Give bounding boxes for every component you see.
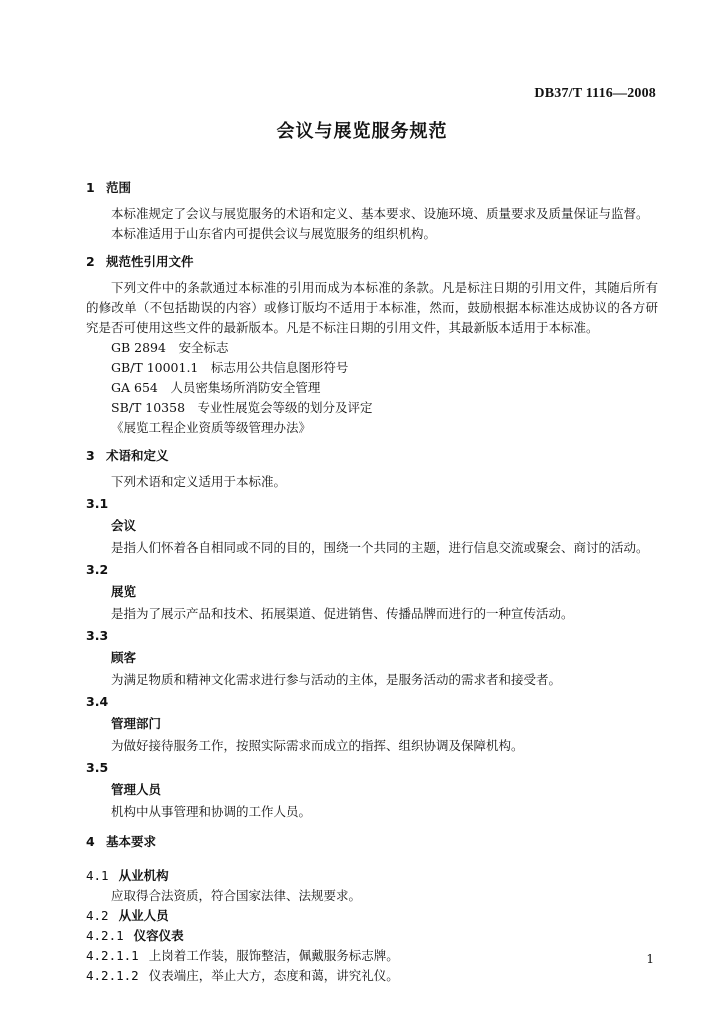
reference-item: GA 654 人员密集场所消防安全管理 [111, 380, 321, 395]
subsubsection-heading [86, 926, 658, 946]
section-number: 3 [86, 448, 95, 463]
document-body [86, 178, 658, 986]
paragraph: 应取得合法资质，符合国家法律、法规要求。 [111, 888, 362, 903]
term-name: 管理部门 [111, 716, 162, 731]
clause-item [86, 946, 658, 966]
section-number: 1 [86, 180, 95, 195]
section-heading-4 [86, 832, 658, 852]
term-number: 3.1 [86, 496, 109, 511]
reference-item: 《展览工程企业资质等级管理办法》 [111, 420, 312, 435]
clause-text: 仪表端庄，举止大方，态度和蔼，讲究礼仪。 [148, 968, 399, 983]
clause-text: 上岗着工作装，服饰整洁，佩戴服务标志牌。 [148, 948, 399, 963]
term-name: 展览 [111, 584, 137, 599]
section-heading-2 [86, 252, 658, 272]
subsection-heading [86, 906, 658, 926]
term-definition: 为做好接待服务工作，按照实际需求而成立的指挥、组织协调及保障机构。 [111, 738, 524, 753]
subsection-title: 从业人员 [118, 908, 169, 923]
section-title: 规范性引用文件 [106, 254, 194, 269]
term-definition: 是指为了展示产品和技术、拓展渠道、促进销售、传播品牌而进行的一种宣传活动。 [111, 606, 574, 621]
document-title: 会议与展览服务规范 [276, 121, 448, 142]
paragraph: 下列文件中的条款通过本标准的引用而成为本标准的条款。凡是标注日期的引用文件，其随后所有的修改单（不包括勘误的内容）或修订版均不适用于本标准，然而，鼓励根据本标准达成协议的各方研究是否可使用这些文件的最新版本。凡是不标注日期的引用文件，其最新版本适用于本标准。 [86, 280, 658, 335]
term-number: 3.4 [86, 694, 109, 709]
paragraph: 下列术语和定义适用于本标准。 [111, 474, 287, 489]
subsubsection-number: 4.2.1 [86, 928, 124, 943]
subsection-title: 从业机构 [118, 868, 169, 883]
subsection-heading [86, 866, 658, 886]
section-number: 4 [86, 834, 95, 849]
reference-item: SB/T 10358 专业性展览会等级的划分及评定 [111, 400, 373, 415]
term-number: 3.3 [86, 628, 109, 643]
section-heading-1 [86, 178, 658, 198]
term-definition: 为满足物质和精神文化需求进行参与活动的主体，是服务活动的需求者和接受者。 [111, 672, 562, 687]
section-number: 2 [86, 254, 95, 269]
term-name: 会议 [111, 518, 137, 533]
term-name: 顾客 [111, 650, 137, 665]
paragraph: 本标准适用于山东省内可提供会议与展览服务的组织机构。 [111, 226, 437, 241]
subsubsection-title: 仪容仪表 [133, 928, 184, 943]
term-definition: 机构中从事管理和协调的工作人员。 [111, 804, 312, 819]
subsection-number: 4.1 [86, 868, 109, 883]
term-name: 管理人员 [111, 782, 162, 797]
subsection-number: 4.2 [86, 908, 109, 923]
page-number: 1 [646, 952, 654, 966]
term-number: 3.2 [86, 562, 109, 577]
reference-item: GB 2894 安全标志 [111, 340, 229, 355]
section-title: 术语和定义 [106, 448, 169, 463]
section-title: 基本要求 [106, 834, 157, 849]
reference-item: GB/T 10001.1 标志用公共信息图形符号 [111, 360, 349, 375]
term-number: 3.5 [86, 760, 109, 775]
clause-item [86, 966, 658, 986]
clause-number: 4.2.1.1 [86, 948, 139, 963]
section-heading-3 [86, 446, 658, 466]
term-definition: 是指人们怀着各自相同或不同的目的，围绕一个共同的主题，进行信息交流或聚会、商讨的活动。 [111, 540, 649, 555]
section-title: 范围 [106, 180, 132, 195]
paragraph: 本标准规定了会议与展览服务的术语和定义、基本要求、设施环境、质量要求及质量保证与监督。 [111, 206, 649, 221]
standard-number: DB37/T 1116—2008 [534, 86, 656, 101]
clause-number: 4.2.1.2 [86, 968, 139, 983]
